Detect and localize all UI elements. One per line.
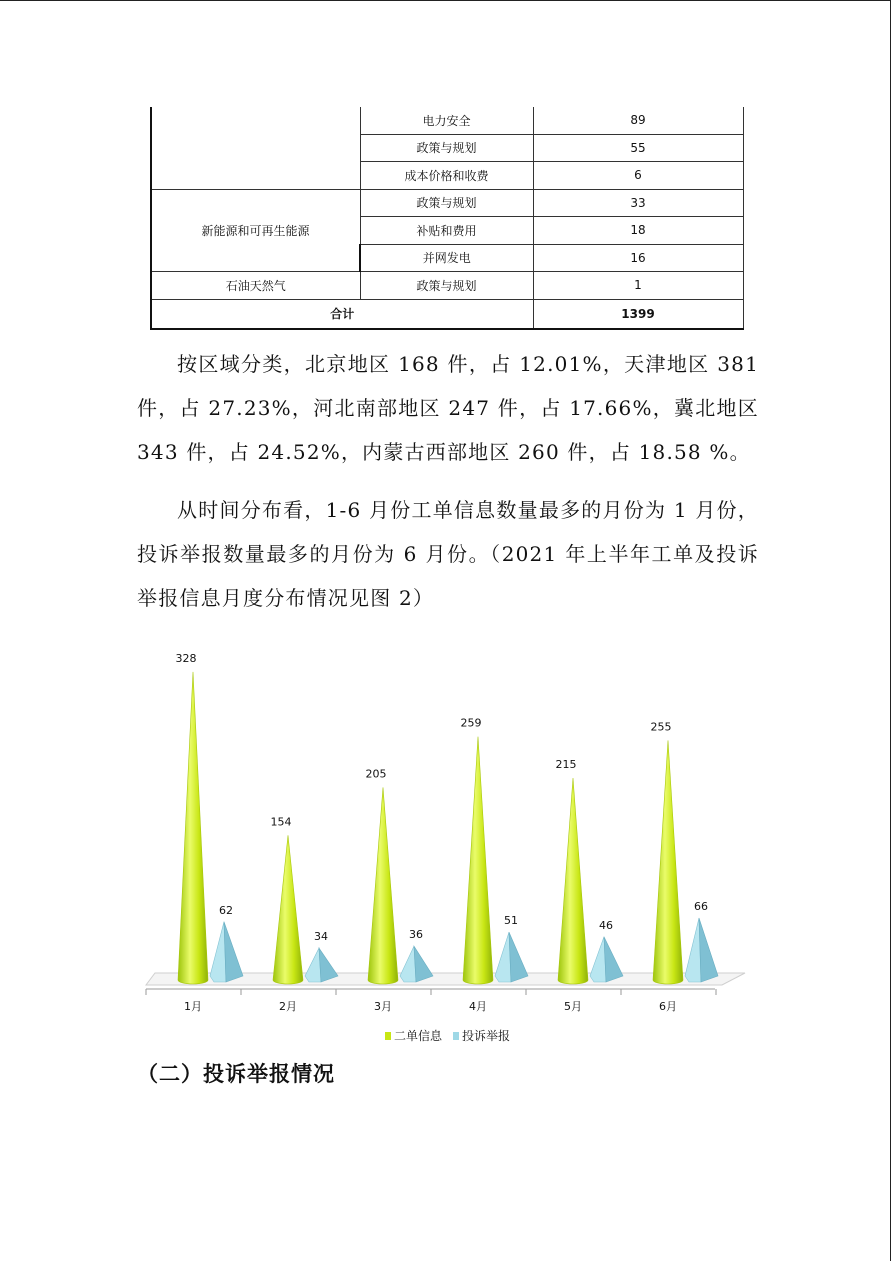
x-tick-label: 6月 xyxy=(659,1000,677,1013)
monthly-distribution-chart xyxy=(140,640,760,1050)
cone-bar-3 xyxy=(368,787,398,984)
cone-bar-2 xyxy=(273,835,303,984)
pyramid-bar-side xyxy=(224,922,243,982)
data-label: 259 xyxy=(460,716,482,730)
subcategory-cell: 补贴和费用 xyxy=(360,217,533,245)
data-label: 34 xyxy=(314,930,328,944)
complaint-category-table xyxy=(150,107,744,330)
legend-swatch xyxy=(453,1032,459,1040)
data-label: 215 xyxy=(555,758,577,772)
legend-label: 投诉举报 xyxy=(462,1029,511,1043)
pyramid-bar-side xyxy=(509,932,528,982)
cone-bar-1 xyxy=(178,672,208,984)
x-tick-label: 2月 xyxy=(279,1000,297,1013)
region-paragraph: 按区域分类，北京地区 168 件，占 12.01%，天津地区 381 件，占 27.23%，河北南部地区 247 件，占 17.66%，冀北地区 343 件，占 24.52%，内蒙古西部地区 260 件，占 18.58 %。 xyxy=(137,352,759,464)
data-label: 328 xyxy=(175,651,197,665)
data-label: 66 xyxy=(694,900,708,913)
count-cell: 55 xyxy=(533,134,743,162)
cone-bar-4 xyxy=(463,737,493,984)
data-label: 154 xyxy=(270,815,292,829)
pyramid-bar-side xyxy=(699,918,718,982)
subcategory-cell: 政策与规划 xyxy=(360,189,533,217)
x-tick-label: 1月 xyxy=(184,1000,202,1013)
x-axis xyxy=(146,989,716,995)
pyramid-bar-2 xyxy=(305,948,321,982)
subcategory-cell: 成本价格和收费 xyxy=(360,162,533,190)
subcategory-cell: 并网发电 xyxy=(360,244,533,272)
count-cell: 16 xyxy=(533,244,743,272)
data-label: 51 xyxy=(504,914,518,928)
data-label: 255 xyxy=(650,720,672,734)
cone-bar-5 xyxy=(558,778,588,984)
count-cell: 1 xyxy=(533,272,743,300)
count-cell: 18 xyxy=(533,217,743,245)
data-label: 205 xyxy=(365,767,387,781)
category-cell: 石油天然气 xyxy=(151,272,360,300)
pyramid-bar-side xyxy=(319,948,338,982)
subcategory-cell: 政策与规划 xyxy=(360,134,533,162)
legend-label: 二单信息 xyxy=(394,1029,443,1043)
legend-swatch xyxy=(385,1032,391,1040)
count-cell: 6 xyxy=(533,162,743,190)
table-total-row xyxy=(151,299,743,329)
time-paragraph: 从时间分布看，1-6 月份工单信息数量最多的月份为 1 月份，投诉举报数量最多的月份为 6 月份。（2021 年上半年工单及投诉举报信息月度分布情况见图 2） xyxy=(137,498,759,610)
cone-bar-6 xyxy=(653,740,683,984)
count-cell: 89 xyxy=(533,107,743,134)
chart-legend xyxy=(385,1028,510,1043)
pyramid-bar-6 xyxy=(685,918,701,982)
table-row xyxy=(151,272,743,300)
data-label: 36 xyxy=(409,928,423,942)
subcategory-cell: 电力安全 xyxy=(360,107,533,134)
total-value: 1399 xyxy=(533,299,743,329)
pyramid-bar-5 xyxy=(590,937,606,982)
pyramid-bar-side xyxy=(604,937,623,982)
subcategory-cell: 政策与规划 xyxy=(360,272,533,300)
section-heading: （二）投诉举报情况 xyxy=(137,1062,335,1086)
x-tick-label: 3月 xyxy=(374,1000,392,1013)
category-cell: 新能源和可再生能源 xyxy=(151,189,360,272)
x-tick-label: 5月 xyxy=(564,1000,582,1013)
total-label: 合计 xyxy=(151,299,533,329)
pyramid-bar-3 xyxy=(400,946,416,982)
table-row xyxy=(151,107,743,134)
pyramid-bar-side xyxy=(414,946,433,982)
data-label: 62 xyxy=(219,903,233,917)
data-label: 46 xyxy=(599,918,613,932)
x-tick-label: 4月 xyxy=(469,1000,487,1013)
count-cell: 33 xyxy=(533,189,743,217)
table-row xyxy=(151,189,743,217)
category-cell xyxy=(151,107,360,189)
pyramid-bar-1 xyxy=(210,922,226,982)
pyramid-bar-4 xyxy=(495,932,511,982)
